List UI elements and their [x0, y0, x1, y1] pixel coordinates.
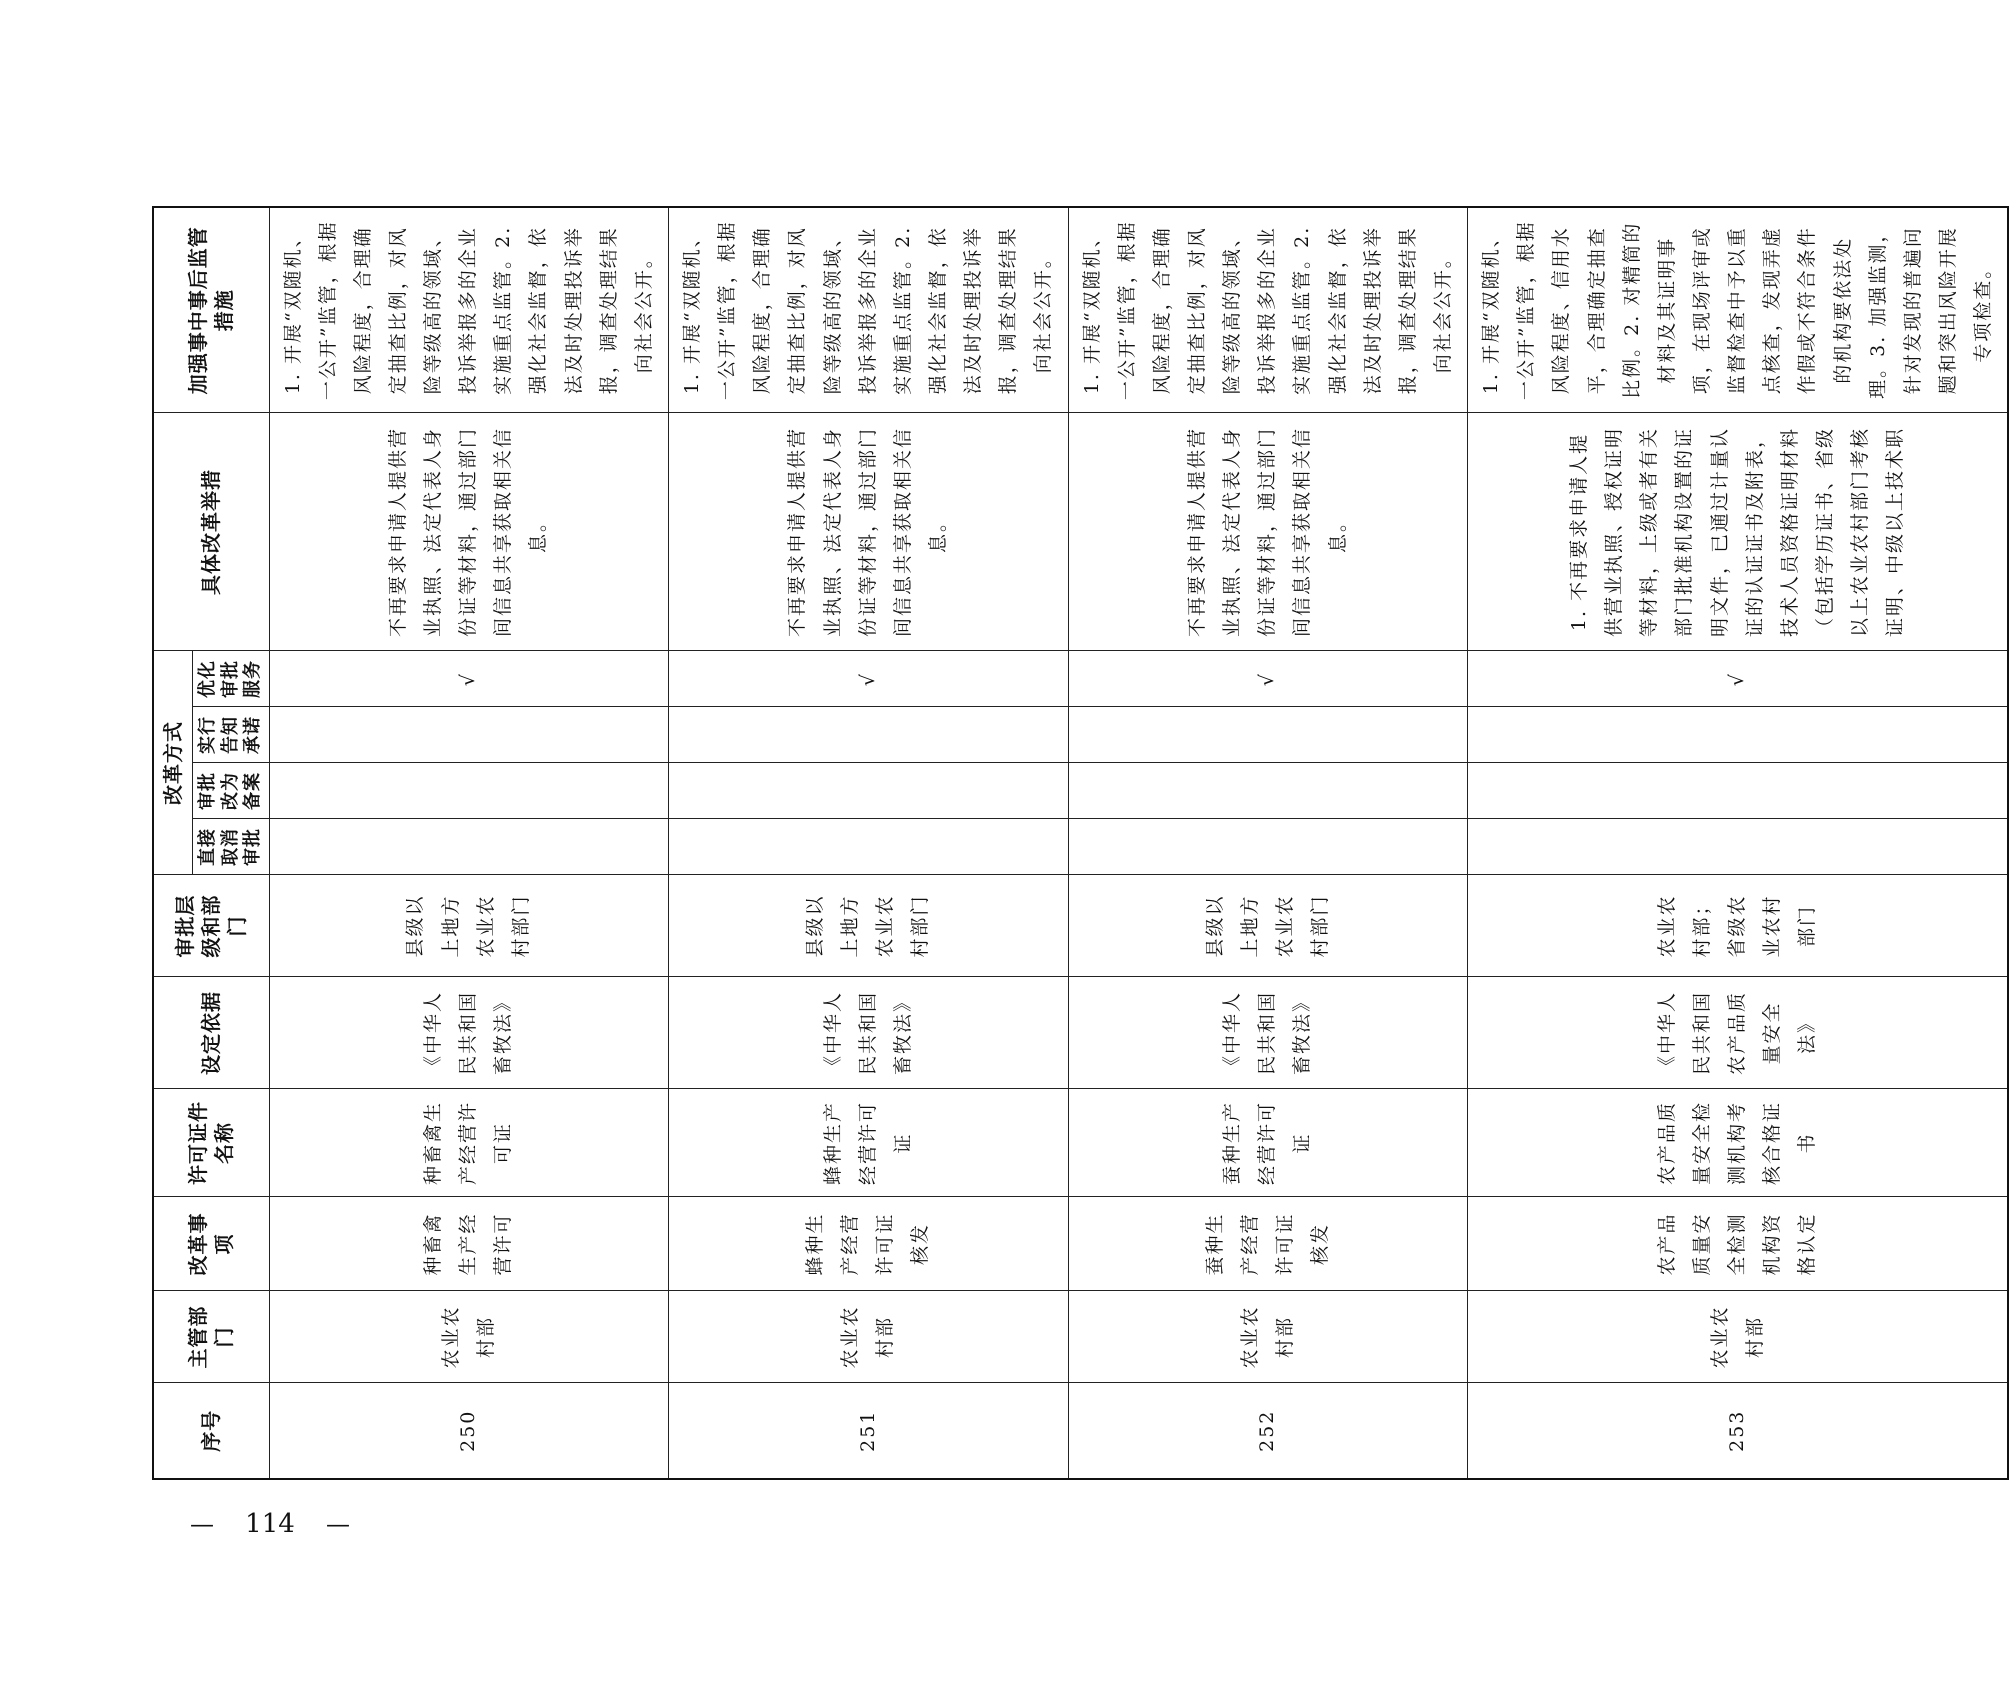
reform-table: [152, 206, 2009, 1480]
cell-license: 种畜禽生产经营许可证: [269, 1089, 669, 1197]
cell-item: 农产品质量安全检测机构资格认定: [1468, 1197, 2009, 1291]
header-level: 审批层级和部门: [153, 875, 269, 977]
cell-dept: 农业农村部: [269, 1291, 669, 1383]
cell-level: 县级以上地方农业农村部门: [669, 875, 1069, 977]
header-dept: 主管部门: [153, 1291, 269, 1383]
header-mode: 改革方式: [153, 651, 193, 875]
table-row: [1068, 207, 1468, 1479]
header-item: 改革事项: [153, 1197, 269, 1291]
cell-basis: 《中华人民共和国畜牧法》: [1068, 977, 1468, 1089]
cell-mode-filing: [669, 763, 1069, 819]
header-measures: 具体改革举措: [153, 413, 269, 651]
cell-dept: 农业农村部: [669, 1291, 1069, 1383]
cell-license: 蚕种生产经营许可证: [1068, 1089, 1468, 1197]
header-mode-optimize: 优化审批服务: [193, 651, 270, 707]
page-number: 114: [245, 1509, 295, 1539]
cell-measures: 不再要求申请人提供营业执照、法定代表人身份证等材料，通过部门间信息共享获取相关信息。: [1068, 413, 1468, 651]
check-mark-icon: √: [1068, 651, 1468, 707]
cell-seq: 252: [1068, 1383, 1468, 1479]
header-mode-cancel: 直接取消审批: [193, 819, 270, 875]
cell-license: 蜂种生产经营许可证: [669, 1089, 1069, 1197]
cell-dept: 农业农村部: [1468, 1291, 2009, 1383]
cell-mode-cancel: [669, 819, 1069, 875]
cell-level: 县级以上地方农业农村部门: [269, 875, 669, 977]
dash-left: —: [190, 1510, 214, 1538]
cell-item: 蚕种生产经营许可证核发: [1068, 1197, 1468, 1291]
cell-mode-notify: [1068, 707, 1468, 763]
cell-item: 种畜禽生产经营许可: [269, 1197, 669, 1291]
cell-level: 县级以上地方农业农村部门: [1068, 875, 1468, 977]
cell-basis: 《中华人民共和国畜牧法》: [269, 977, 669, 1089]
cell-seq: 250: [269, 1383, 669, 1479]
table-row: [1468, 207, 2009, 1479]
cell-seq: 253: [1468, 1383, 2009, 1479]
header-supervision: 加强事中事后监管措施: [153, 207, 269, 413]
check-mark-icon: √: [1468, 651, 2009, 707]
cell-item: 蜂种生产经营许可证核发: [669, 1197, 1069, 1291]
cell-supervision: 1. 开展“双随机、一公开”监管，根据风险程度，合理确定抽查比例，对风险等级高的领域、投诉举报多的企业实施重点监管。2. 强化社会监督，依法及时处理投诉举报，调查处理结果向社会公开。: [669, 207, 1069, 413]
header-mode-notify: 实行告知承诺: [193, 707, 270, 763]
cell-supervision: 1. 开展“双随机、一公开”监管，根据风险程度，合理确定抽查比例，对风险等级高的领域、投诉举报多的企业实施重点监管。2. 强化社会监督，依法及时处理投诉举报，调查处理结果向社会公开。: [269, 207, 669, 413]
header-basis: 设定依据: [153, 977, 269, 1089]
cell-mode-cancel: [269, 819, 669, 875]
cell-measures: 不再要求申请人提供营业执照、法定代表人身份证等材料，通过部门间信息共享获取相关信息。: [669, 413, 1069, 651]
header-seq: 序号: [153, 1383, 269, 1479]
cell-license: 农产品质量安全检测机构考核合格证书: [1468, 1089, 2009, 1197]
cell-basis: 《中华人民共和国农产品质量安全法》: [1468, 977, 2009, 1089]
cell-seq: 251: [669, 1383, 1069, 1479]
cell-mode-notify: [269, 707, 669, 763]
check-mark-icon: √: [669, 651, 1069, 707]
table-row: [669, 207, 1069, 1479]
cell-dept: 农业农村部: [1068, 1291, 1468, 1383]
page-number-footer: [190, 1504, 350, 1544]
cell-supervision: 1. 开展“双随机、一公开”监管，根据风险程度、信用水平，合理确定抽查比例。2. 对精简的材料及其证明事项，在现场评审或监督检查中予以重点核查，发现弄虚作假或不符合条件的机构要依法处理。3. 加强监测，针对发现的普遍问题和突出风险开展专项检查。: [1468, 207, 2009, 413]
header-row: [153, 207, 193, 1479]
cell-mode-filing: [1068, 763, 1468, 819]
check-mark-icon: √: [269, 651, 669, 707]
cell-mode-cancel: [1468, 819, 2009, 875]
cell-mode-filing: [1468, 763, 2009, 819]
cell-level: 农业农村部；省级农业农村部门: [1468, 875, 2009, 977]
dash-right: —: [325, 1510, 350, 1538]
table-row: [269, 207, 669, 1479]
header-license: 许可证件名称: [153, 1089, 269, 1197]
cell-measures: 不再要求申请人提供营业执照、法定代表人身份证等材料，通过部门间信息共享获取相关信息。: [269, 413, 669, 651]
cell-mode-notify: [1468, 707, 2009, 763]
cell-basis: 《中华人民共和国畜牧法》: [669, 977, 1069, 1089]
cell-mode-notify: [669, 707, 1069, 763]
rotated-table-wrapper: [152, 208, 1995, 1480]
cell-supervision: 1. 开展“双随机、一公开”监管，根据风险程度，合理确定抽查比例，对风险等级高的领域、投诉举报多的企业实施重点监管。2. 强化社会监督，依法及时处理投诉举报，调查处理结果向社会公开。: [1068, 207, 1468, 413]
cell-mode-cancel: [1068, 819, 1468, 875]
cell-mode-filing: [269, 763, 669, 819]
cell-measures: 1. 不再要求申请人提供营业执照、授权证明等材料，上级或者有关部门批准机构设置的证明文件，已通过计量认证的认证证书及附表，技术人员资格证明材料（包括学历证书、省级以上农业农村部门考核证明、中级以上技术职: [1468, 413, 2009, 651]
header-mode-filing: 审批改为备案: [193, 763, 270, 819]
